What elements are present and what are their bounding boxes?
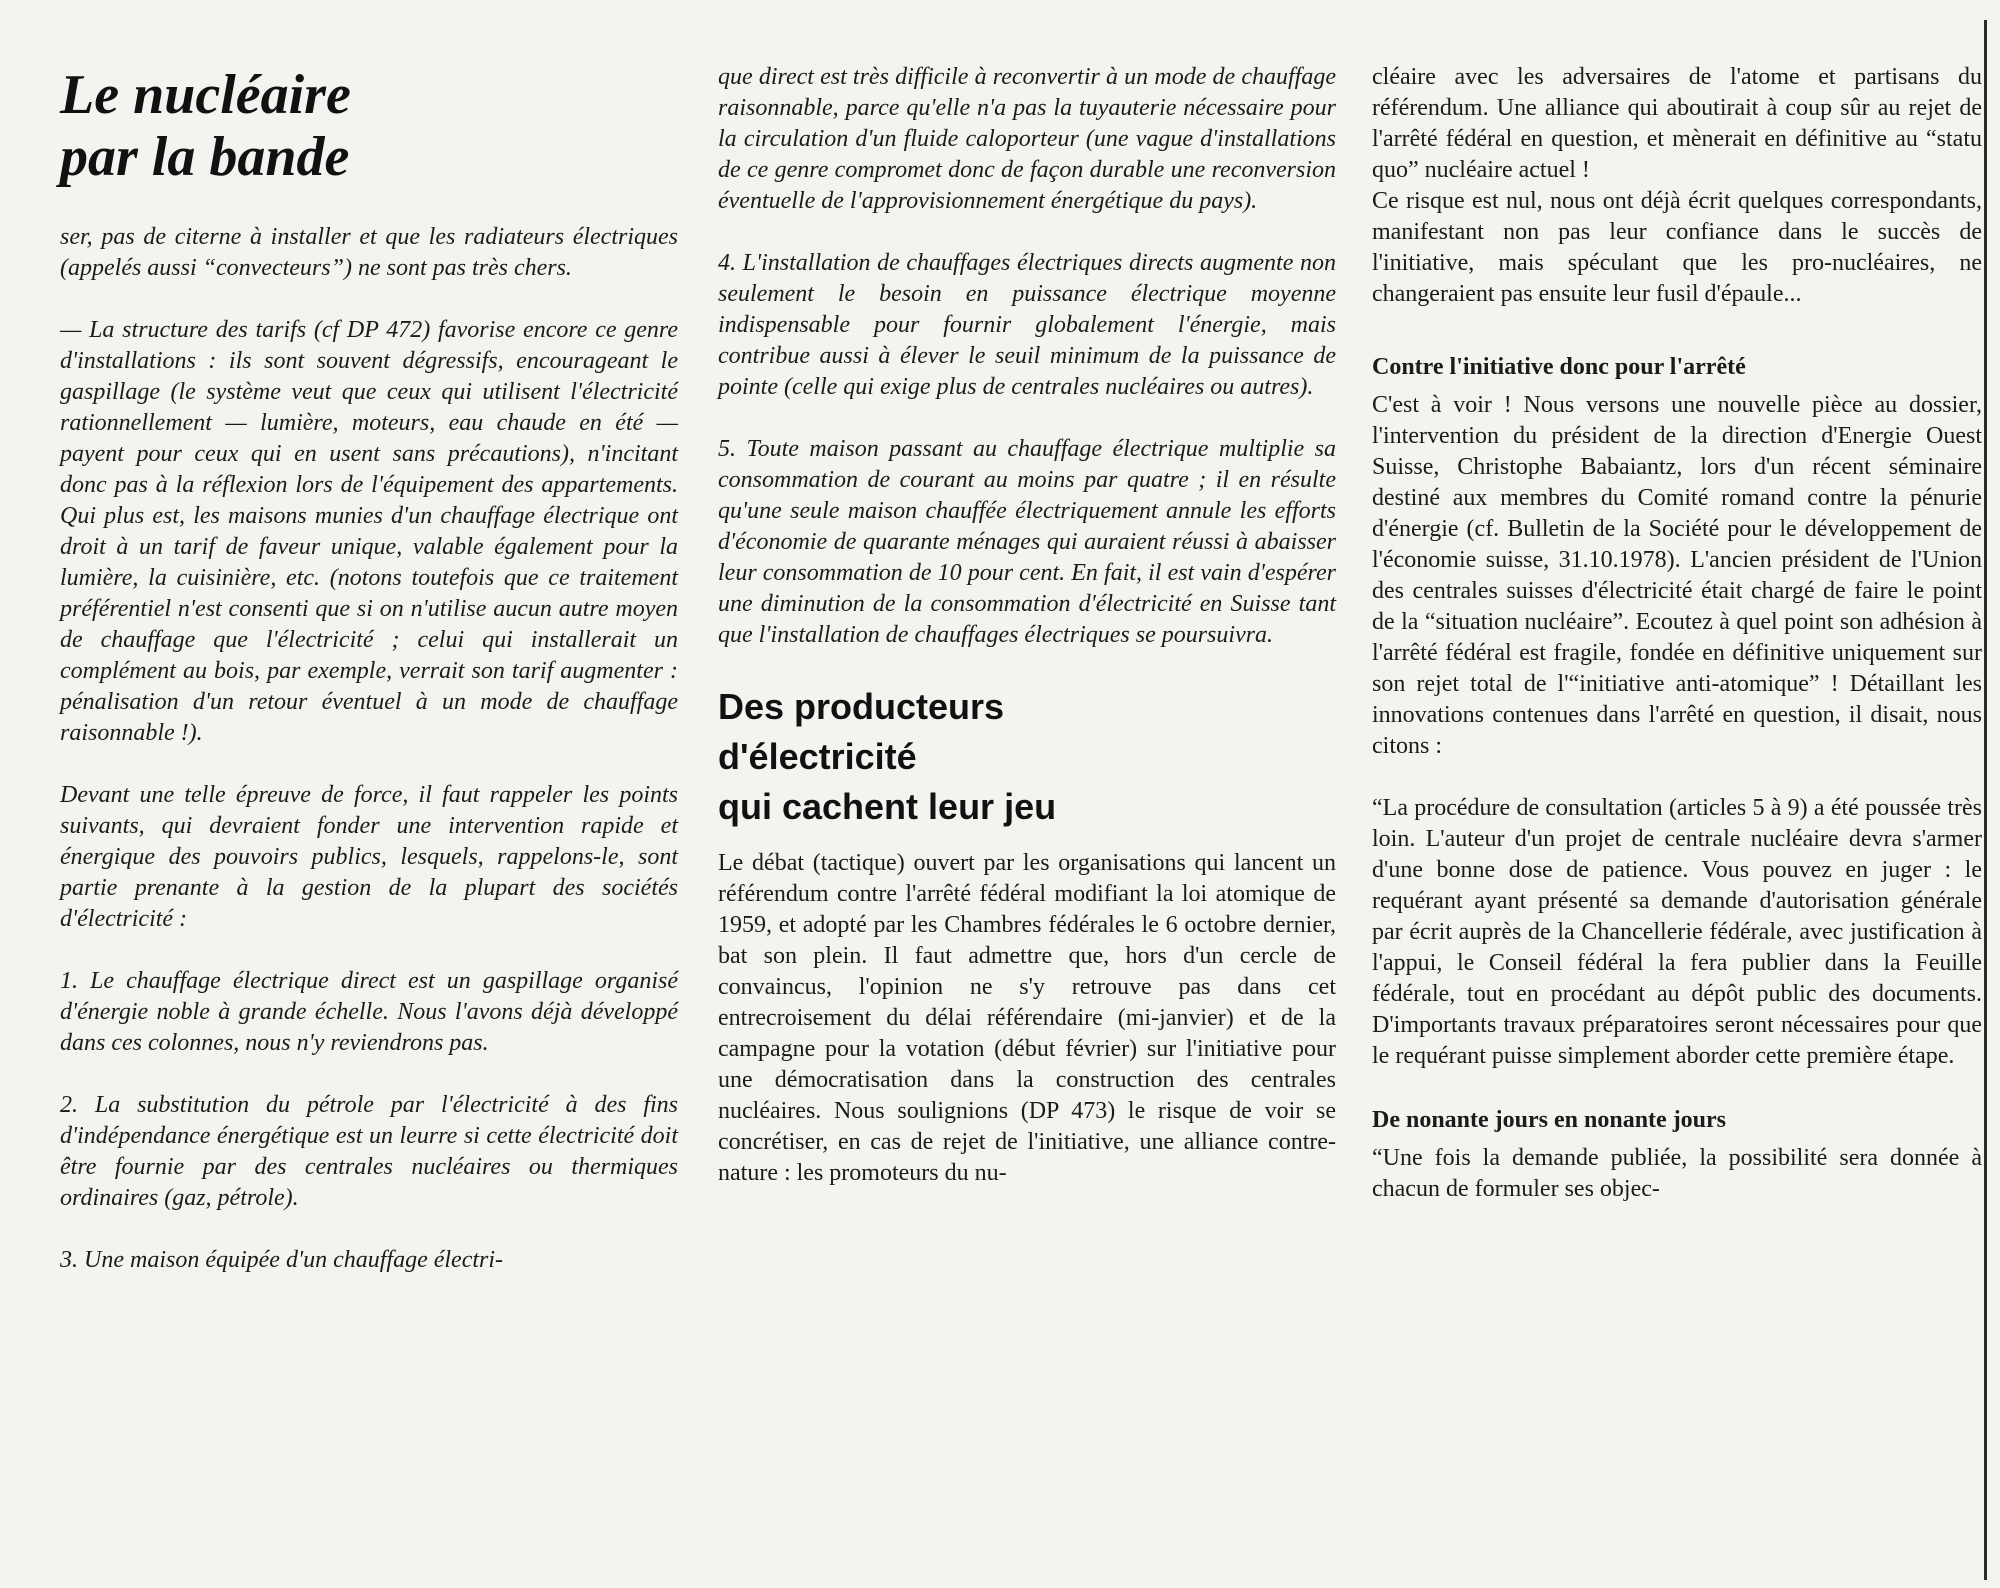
paragraph: 3. Une maison équipée d'un chauffage électri- — [60, 1247, 504, 1273]
paragraph: — La structure des tarifs (cf DP 472) favorise encore ce genre d'installations : ils sont souvent dégressifs, encourageant le gaspillage (le système veut que ceux qui utilisent l'électricité rationnellement — lumière, moteurs, eau chaude en été — payent pour ceux qui en usent sans précautions), n'incitant donc pas à la réflexion lors de l'équipement des appartements. Qui plus est, les maisons munies d'un chauffage électrique ont droit à un tarif de faveur unique, valable également pour la lumière, la cuisinière, etc. (notons toutefois que ce traitement préférentiel n'est consenti que si on n'utilise aucun autre moyen de chauffage que l'électricité ; celui qui installerait un complément au bois, par exemple, verrait son tarif augmenter : pénalisation d'un retour éventuel à un mode de chauffage raisonnable !). — [60, 317, 678, 746]
italic-section — [718, 62, 1336, 651]
article-title — [60, 64, 678, 188]
paragraph: “La procédure de consultation (articles 5 à 9) a été poussée très loin. L'auteur d'un projet de centrale nucléaire devra s'armer d'une bonne dose de patience. Vous pouvez en juger : le requérant ayant présenté sa demande d'autorisation générale par écrit auprès de la Chancellerie fédérale, avec justification à l'appui, le Conseil fédéral la fera publier dans la Feuille fédérale, tout en procédant au dépôt public des documents. D'importants travaux préparatoires seront nécessaires pour que le requérant puisse simplement aborder cette première étape. — [1372, 795, 1982, 1069]
paragraph: cléaire avec les adversaires de l'atome et partisans du référendum. Une alliance qui aboutirait à coup sûr au rejet de l'arrêté fédéral en question, et mènerait en définitive au “statu quo” nucléaire actuel ! — [1372, 64, 1982, 183]
title-line-1: Le nucléaire — [60, 64, 351, 126]
heading-line-1: Des producteurs — [718, 686, 1005, 727]
paragraph: 1. Le chauffage électrique direct est un gaspillage organisé d'énergie noble à grande échelle. Nous l'avons déjà développé dans ces colonnes, nous n'y reviendrons pas. — [60, 968, 678, 1056]
roman-section — [718, 848, 1336, 1189]
column-3 — [1372, 62, 1982, 1236]
column-1 — [60, 62, 678, 1307]
title-line-2: par la bande — [60, 126, 350, 188]
paragraph: 2. La substitution du pétrole par l'électricité à des fins d'indépendance énergétique est un leurre si cette électricité doit être fournie par des centrales nucléaires ou thermiques ordinaires (gaz, pétrole). — [60, 1092, 678, 1211]
section-heading — [718, 682, 1336, 832]
paragraph: Devant une telle épreuve de force, il faut rappeler les points suivants, qui devraient fonder une intervention rapide et énergique des pouvoirs publics, lesquels, rappelons-le, sont partie prenante à la gestion de la plupart des sociétés d'électricité : — [60, 782, 678, 932]
paragraph: 5. Toute maison passant au chauffage électrique multiplie sa consommation de courant au moins par quatre ; il en résulte qu'une seule maison chauffée électriquement annule les efforts d'économie de quarante ménages qui auraient réussi à abaisser leur consommation de 10 pour cent. En fait, il est vain d'espérer une diminution de la consommation d'électricité en Suisse tant que l'installation de chauffages électriques se poursuivra. — [718, 436, 1336, 648]
paragraph: 4. L'installation de chauffages électriques directs augmente non seulement le besoin en puissance électrique moyenne indispensable pour fournir globalement l'énergie, mais contribue aussi à élever le seuil minimum de la puissance de pointe (celle qui exige plus de centrales nucléaires ou autres). — [718, 250, 1336, 400]
paragraph: Ce risque est nul, nous ont déjà écrit quelques correspondants, manifestant non pas leur confiance dans le succès de l'initiative, mais spéculant que les pro-nucléaires, ne changeraient pas ensuite leur fusil d'épaule... — [1372, 188, 1982, 307]
paragraph: C'est à voir ! Nous versons une nouvelle pièce au dossier, l'intervention du président de la direction d'Energie Ouest Suisse, Christophe Babaiantz, lors d'un récent séminaire destiné aux membres du Comité romand contre la pénurie d'énergie (cf. Bulletin de la Société pour le développement de l'économie suisse, 31.10.1978). L'ancien président de l'Union des centrales suisses d'électricité était chargé de faire le point de la “situation nucléaire”. Ecoutez à quel point son adhésion à l'arrêté fédéral est fragile, fondée en définitive uniquement sur son rejet total de l'“initiative anti-atomique” ! Détaillant les innovations contenues dans l'arrêté en question, il disait, nous citons : — [1372, 392, 1982, 759]
paragraph: “Une fois la demande publiée, la possibilité sera donnée à chacun de formuler ses objec- — [1372, 1145, 1982, 1202]
page-edge-rule — [1984, 20, 1987, 1580]
heading-line-2: d'électricité — [718, 736, 917, 777]
column-2 — [718, 62, 1336, 1220]
paragraph: Le débat (tactique) ouvert par les organisations qui lancent un référendum contre l'arrêté fédéral modifiant la loi atomique de 1959, et adopté par les Chambres fédérales le 6 octobre dernier, bat son plein. Il faut admettre que, hors d'un cercle de convaincus, l'opinion ne s'y retrouve pas dans cet entrecroisement du délai référendaire (mi-janvier) et de la campagne pour la votation (début février) sur l'initiative pour une démocratisation dans la construction des centrales nucléaires. Nous soulignions (DP 473) le risque de voir se concrétiser, en cas de rejet de l'initiative, une alliance contre-nature : les promoteurs du nu- — [718, 850, 1336, 1186]
heading-line-3: qui cachent leur jeu — [718, 786, 1057, 827]
paragraph: que direct est très difficile à reconvertir à un mode de chauffage raisonnable, parce qu'elle n'a pas la tuyauterie nécessaire pour la circulation d'un fluide caloporteur (une vague d'installations de ce genre compromet donc de façon durable une reconversion éventuelle de l'approvisionnement énergétique du pays). — [718, 64, 1336, 214]
paragraph: ser, pas de citerne à installer et que les radiateurs électriques (appelés aussi “convecteurs”) ne sont pas très chers. — [60, 224, 678, 281]
subheading: Contre l'initiative donc pour l'arrêté — [1372, 354, 1746, 380]
subheading: De nonante jours en nonante jours — [1372, 1107, 1727, 1133]
